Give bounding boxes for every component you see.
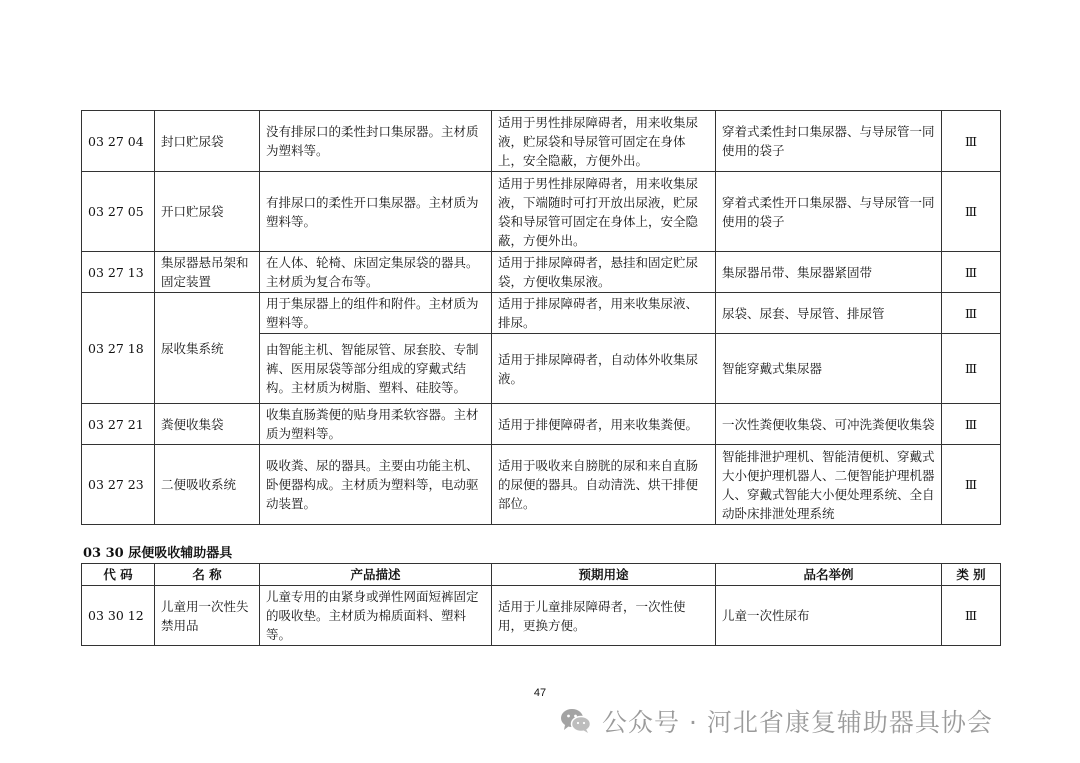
use-cell: 适用于儿童排尿障碍者，一次性使用，更换方便。 — [492, 586, 716, 646]
examples-cell: 穿着式柔性开口集尿器、与导尿管一同使用的袋子 — [716, 172, 942, 252]
category-cell: Ⅲ — [942, 293, 1001, 334]
name-cell: 二便吸收系统 — [155, 445, 260, 525]
category-cell: Ⅲ — [942, 111, 1001, 172]
table-row — [82, 293, 1001, 334]
category-cell: Ⅲ — [942, 252, 1001, 293]
examples-cell: 智能穿戴式集尿器 — [716, 334, 942, 404]
use-cell: 适用于吸收来自膀胱的尿和来自直肠的尿便的器具。自动清洗、烘干排便部位。 — [492, 445, 716, 525]
page-number: 47 — [533, 687, 547, 699]
desc-cell: 儿童专用的由紧身或弹性网面短裤固定的吸收垫。主材质为棉质面料、塑料等。 — [260, 586, 492, 646]
desc-cell: 用于集尿器上的组件和附件。主材质为塑料等。 — [260, 293, 492, 334]
category-cell: Ⅲ — [942, 586, 1001, 646]
desc-cell: 吸收粪、尿的器具。主要由功能主机、卧便器构成。主材质为塑料等，电动驱动装置。 — [260, 445, 492, 525]
code-cell: 03 27 05 — [82, 172, 155, 252]
table-row — [82, 111, 1001, 172]
name-cell: 集尿器悬吊架和固定装置 — [155, 252, 260, 293]
code-cell: 03 27 04 — [82, 111, 155, 172]
examples-cell: 穿着式柔性封口集尿器、与导尿管一同使用的袋子 — [716, 111, 942, 172]
examples-cell: 智能排泄护理机、智能清便机、穿戴式大小便护理机器人、二便智能护理机器人、穿戴式智能大小便处理系统、全自动卧床排泄处理系统 — [716, 445, 942, 525]
product-table-2 — [81, 563, 1001, 646]
examples-cell: 集尿器吊带、集尿器紧固带 — [716, 252, 942, 293]
desc-cell: 由智能主机、智能尿管、尿套胶、专制裤、医用尿袋等部分组成的穿戴式结构。主材质为树脂、塑料、硅胶等。 — [260, 334, 492, 404]
wechat-icon — [560, 707, 592, 735]
product-table — [81, 110, 1001, 525]
category-cell: Ⅲ — [942, 445, 1001, 525]
desc-cell: 收集直肠粪便的贴身用柔软容器。主材质为塑料等。 — [260, 404, 492, 445]
category-cell: Ⅲ — [942, 172, 1001, 252]
header-row — [82, 564, 1001, 586]
header-desc: 产品描述 — [260, 564, 492, 586]
name-cell: 儿童用一次性失禁用品 — [155, 586, 260, 646]
table-row — [82, 252, 1001, 293]
desc-cell: 没有排尿口的柔性封口集尿器。主材质为塑料等。 — [260, 111, 492, 172]
examples-cell: 儿童一次性尿布 — [716, 586, 942, 646]
header-use: 预期用途 — [492, 564, 716, 586]
table-row — [82, 445, 1001, 525]
header-name: 名 称 — [155, 564, 260, 586]
examples-cell: 一次性粪便收集袋、可冲洗粪便收集袋 — [716, 404, 942, 445]
use-cell: 适用于男性排尿障碍者，用来收集尿液，贮尿袋和导尿管可固定在身体上，安全隐蔽，方便外出。 — [492, 111, 716, 172]
header-category: 类 别 — [942, 564, 1001, 586]
name-cell: 封口贮尿袋 — [155, 111, 260, 172]
name-cell: 开口贮尿袋 — [155, 172, 260, 252]
name-cell: 粪便收集袋 — [155, 404, 260, 445]
table-row — [82, 172, 1001, 252]
category-cell: Ⅲ — [942, 404, 1001, 445]
table-row — [82, 586, 1001, 646]
use-cell: 适用于排尿障碍者，自动体外收集尿液。 — [492, 334, 716, 404]
table-row — [82, 404, 1001, 445]
watermark-text: 公众号 · 河北省康复辅助器具协会 — [602, 708, 993, 737]
use-cell: 适用于排尿障碍者，悬挂和固定贮尿袋，方便收集尿液。 — [492, 252, 716, 293]
use-cell: 适用于排尿障碍者，用来收集尿液、排尿。 — [492, 293, 716, 334]
category-cell: Ⅲ — [942, 334, 1001, 404]
use-cell: 适用于排便障碍者，用来收集粪便。 — [492, 404, 716, 445]
code-cell: 03 27 18 — [82, 293, 155, 404]
code-cell: 03 30 12 — [82, 586, 155, 646]
header-code: 代 码 — [82, 564, 155, 586]
desc-cell: 有排尿口的柔性开口集尿器。主材质为塑料等。 — [260, 172, 492, 252]
desc-cell: 在人体、轮椅、床固定集尿袋的器具。主材质为复合布等。 — [260, 252, 492, 293]
code-cell: 03 27 21 — [82, 404, 155, 445]
code-cell: 03 27 23 — [82, 445, 155, 525]
use-cell: 适用于男性排尿障碍者，用来收集尿液，下端随时可打开放出尿液，贮尿袋和导尿管可固定在身体上，安全隐蔽，方便外出。 — [492, 172, 716, 252]
section-title: 03 30 尿便吸收辅助器具 — [83, 546, 233, 561]
watermark — [560, 703, 993, 739]
header-examples: 品名举例 — [716, 564, 942, 586]
name-cell: 尿收集系统 — [155, 293, 260, 404]
examples-cell: 尿袋、尿套、导尿管、排尿管 — [716, 293, 942, 334]
code-cell: 03 27 13 — [82, 252, 155, 293]
